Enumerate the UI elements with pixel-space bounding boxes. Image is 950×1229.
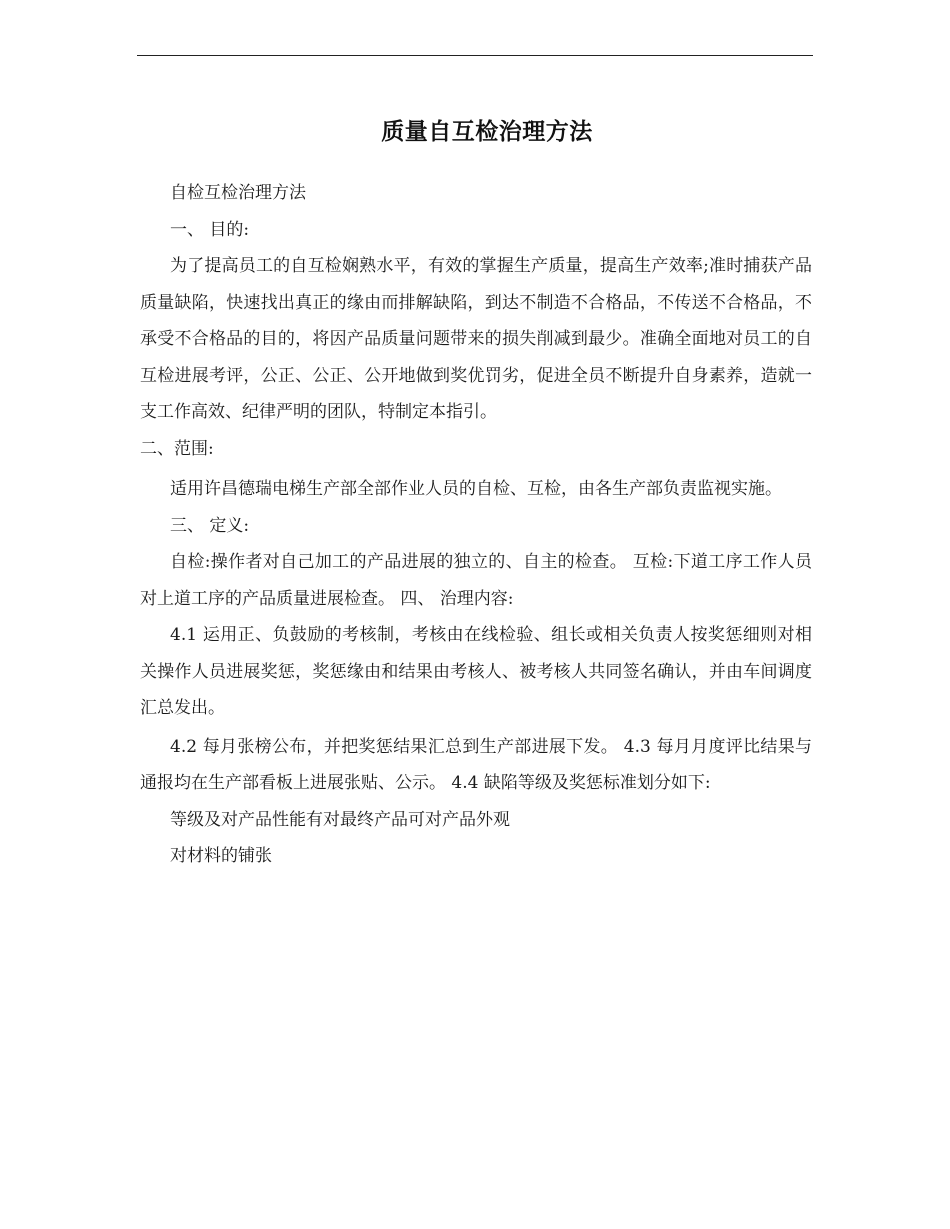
section-heading-definition: 三、 定义: <box>170 515 250 536</box>
document-body <box>140 175 812 875</box>
paragraph-definition: 自检:操作者对自己加工的产品进展的独立的、自主的检查。 互检:下道工序工作人员对上道工序的产品质量进展检查。 四、 治理内容: <box>140 552 812 609</box>
section-heading-scope: 二、范围: <box>140 438 214 459</box>
paragraph-4-1: 4.1 运用正、负鼓励的考核制，考核由在线检验、组长或相关负责人按奖惩细则对相关操作人员进展奖惩，奖惩缘由和结果由考核人、被考核人共同签名确认，并由车间调度汇总发出。 <box>140 625 812 718</box>
paragraph-material-waste: 对材料的铺张 <box>170 846 272 866</box>
document-title: 质量自互检治理方法 <box>381 118 593 145</box>
header-rule <box>137 55 813 56</box>
paragraph-subtitle: 自检互检治理方法 <box>170 183 306 203</box>
paragraph-purpose: 为了提高员工的自互检娴熟水平，有效的掌握生产质量，提高生产效率;准时捕获产品质量缺陷，快速找出真正的缘由而排解缺陷，到达不制造不合格品，不传送不合格品，不承受不合格品的目的，将因产品质量问题带来的损失削减到最少。准确全面地对员工的自互检进展考评，公正、公正、公开地做到奖优罚劣，促进全员不断提升自身素养，造就一支工作高效、纪律严明的团队，特制定本指引。 <box>140 256 812 422</box>
section-heading-purpose: 一、 目的: <box>170 219 250 240</box>
paragraph-grade-table-header: 等级及对产品性能有对最终产品可对产品外观 <box>170 809 510 830</box>
paragraph-scope: 适用许昌德瑞电梯生产部全部作业人员的自检、互检，由各生产部负责监视实施。 <box>170 479 782 499</box>
paragraph-4-2: 4.2 每月张榜公布，并把奖惩结果汇总到生产部进展下发。 4.3 每月月度评比结果与通报均在生产部看板上进展张贴、公示。 4.4 缺陷等级及奖惩标准划分如下: <box>140 736 812 793</box>
